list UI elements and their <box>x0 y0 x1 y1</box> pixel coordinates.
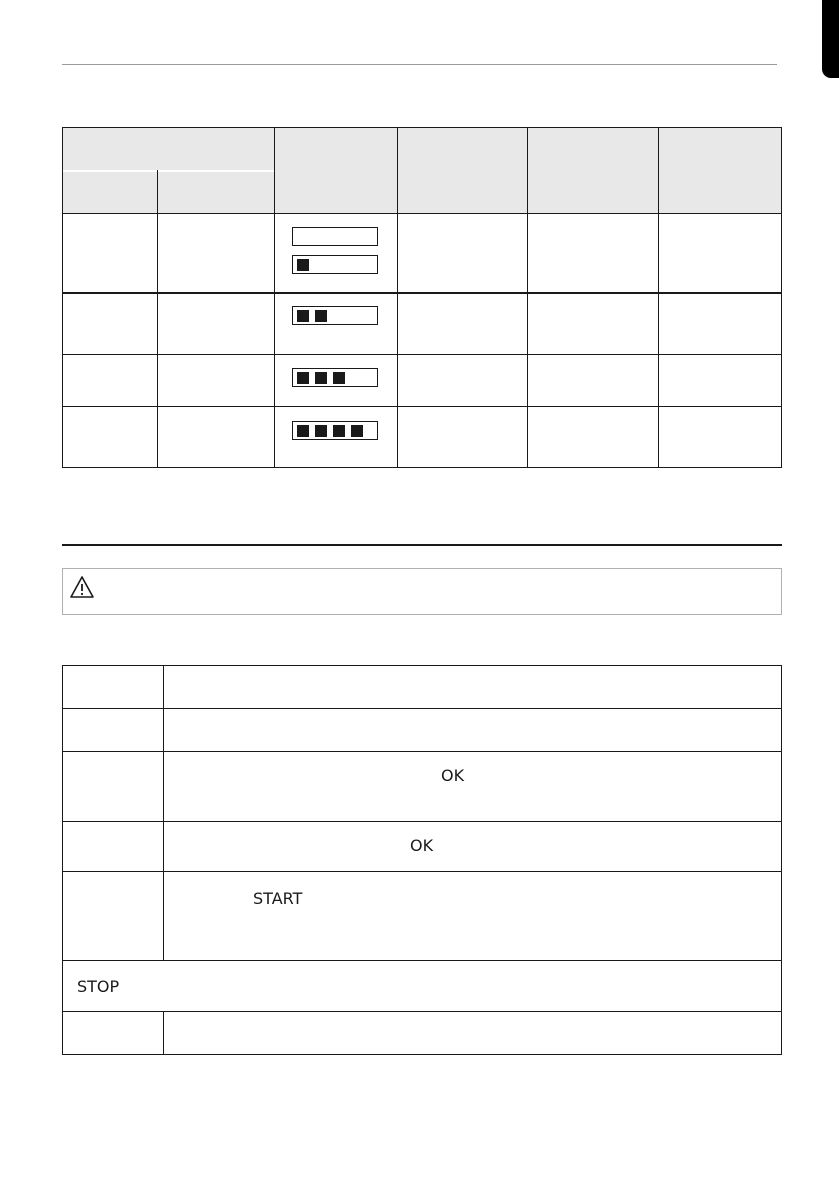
table-border <box>781 665 782 1055</box>
warning-box <box>62 568 782 615</box>
table-border <box>62 406 782 407</box>
warning-triangle-icon <box>69 575 95 599</box>
table-border <box>62 1011 782 1012</box>
level-indicator <box>292 421 378 440</box>
table-border <box>62 1054 782 1055</box>
table-border <box>62 354 782 355</box>
page-tab-marker <box>822 0 839 78</box>
level-indicator <box>292 306 378 325</box>
table-border <box>62 467 782 468</box>
ok-button-label: OK <box>441 766 465 785</box>
table-border <box>658 127 659 468</box>
table-border <box>62 960 782 961</box>
table-border <box>62 751 782 752</box>
start-button-label: START <box>253 889 303 908</box>
table-border <box>62 213 782 214</box>
table-border <box>62 127 782 128</box>
level-square <box>315 310 327 322</box>
ok-button-label: OK <box>410 836 434 855</box>
table-border <box>163 1011 164 1055</box>
level-square <box>351 425 363 437</box>
level-indicator <box>292 227 378 246</box>
level-square <box>333 425 345 437</box>
table-border <box>62 821 782 822</box>
level-square <box>297 425 309 437</box>
header-split <box>62 170 275 172</box>
table-border <box>163 665 164 961</box>
level-square <box>315 372 327 384</box>
table-border <box>62 871 782 872</box>
level-square <box>297 372 309 384</box>
table-border <box>527 127 528 468</box>
level-indicator <box>292 255 378 274</box>
table-border <box>274 127 275 468</box>
header-rule <box>62 64 777 65</box>
level-indicator <box>292 368 378 387</box>
level-square <box>315 425 327 437</box>
table-border <box>397 127 398 468</box>
table-border <box>62 708 782 709</box>
table-border <box>62 292 782 294</box>
table-border <box>62 665 782 666</box>
level-square <box>297 259 309 271</box>
table-border <box>781 127 782 468</box>
level-square <box>333 372 345 384</box>
table-border <box>62 665 63 1055</box>
section-rule <box>62 544 782 546</box>
stop-button-label: STOP <box>77 977 120 996</box>
table-border <box>157 170 158 468</box>
table-border <box>62 127 63 468</box>
level-square <box>297 310 309 322</box>
